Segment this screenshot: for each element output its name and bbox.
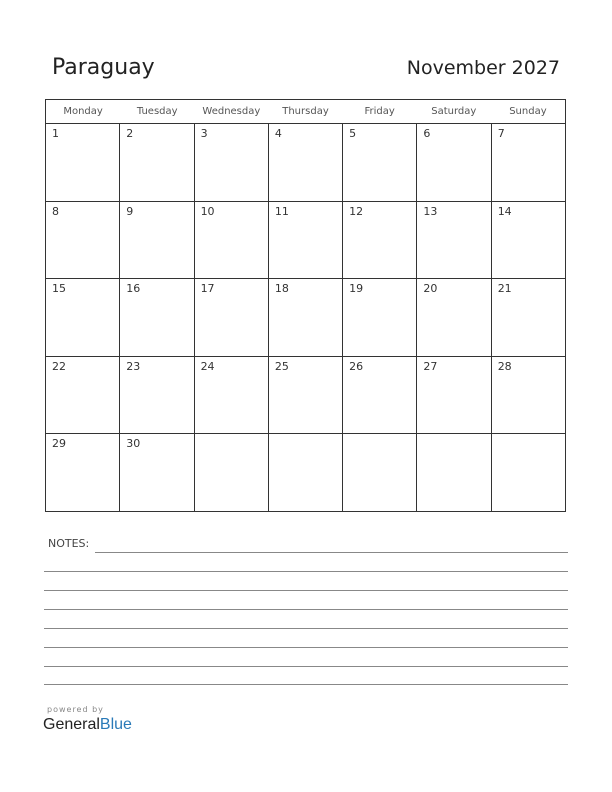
- day-cell: [195, 434, 269, 512]
- day-number: 14: [497, 204, 512, 218]
- day-cell: [120, 202, 194, 279]
- day-cell: [120, 357, 194, 434]
- generalblue-logo[interactable]: [43, 716, 132, 734]
- day-cell: [195, 279, 269, 356]
- note-line: [44, 666, 568, 667]
- day-cell: [343, 357, 417, 434]
- day-number: 28: [497, 359, 512, 373]
- day-cell: [269, 357, 343, 434]
- day-number: 11: [274, 204, 289, 218]
- weekday-header: Wednesday: [202, 106, 261, 117]
- calendar-grid: [45, 99, 566, 512]
- day-number: 9: [126, 204, 134, 218]
- day-number: 10: [200, 204, 215, 218]
- day-cell: [120, 279, 194, 356]
- day-number: 17: [200, 282, 215, 296]
- day-number: 22: [52, 359, 66, 373]
- day-cell: [492, 124, 565, 201]
- powered-by-text: powered by: [47, 705, 104, 714]
- day-number: 26: [349, 359, 364, 373]
- day-cell: [492, 434, 565, 512]
- day-number: 29: [52, 437, 66, 451]
- country-title: Paraguay: [52, 55, 155, 80]
- day-cell: [343, 124, 417, 201]
- weekday-header: Saturday: [431, 106, 477, 117]
- day-number: 25: [274, 359, 289, 373]
- day-cell: [269, 124, 343, 201]
- day-number: 2: [126, 127, 134, 140]
- day-cell: [343, 279, 417, 356]
- day-number: 1: [52, 127, 59, 140]
- day-cell: [343, 202, 417, 279]
- day-cell: [492, 357, 565, 434]
- notes-label: NOTES:: [48, 537, 90, 550]
- day-cell: [417, 357, 491, 434]
- week-row: [46, 279, 565, 357]
- week-row: [46, 357, 565, 435]
- day-cell: [417, 202, 491, 279]
- day-cell: [343, 434, 417, 512]
- day-cell: [269, 279, 343, 356]
- day-number: 27: [423, 359, 438, 373]
- day-cell: [492, 202, 565, 279]
- day-cell: [46, 279, 120, 356]
- day-cell: [269, 202, 343, 279]
- day-number: 8: [52, 204, 59, 218]
- weekday-header: Friday: [364, 106, 395, 117]
- day-number: 19: [349, 282, 364, 296]
- day-cell: [195, 357, 269, 434]
- logo-general-text: General: [43, 716, 100, 733]
- note-line: [44, 590, 568, 591]
- day-cell: [269, 434, 343, 512]
- note-line: [44, 647, 568, 648]
- note-line: [44, 684, 568, 685]
- day-number: 13: [423, 204, 438, 218]
- day-cell: [417, 124, 491, 201]
- logo-blue-text: Blue: [99, 716, 132, 733]
- day-number: 18: [274, 282, 289, 296]
- note-line: [44, 628, 568, 629]
- day-cell: [195, 202, 269, 279]
- day-cell: [46, 357, 120, 434]
- day-cell: [492, 279, 565, 356]
- day-cell: [120, 124, 194, 201]
- week-row: [46, 124, 565, 202]
- day-number: 3: [200, 127, 208, 140]
- day-number: 12: [349, 204, 364, 218]
- weekday-header-row: [46, 100, 565, 124]
- note-line: [95, 552, 568, 553]
- day-number: 24: [200, 359, 215, 373]
- day-cell: [417, 279, 491, 356]
- day-number: 21: [497, 282, 512, 296]
- day-number: 4: [274, 127, 282, 140]
- day-number: 30: [126, 437, 141, 451]
- day-cell: [46, 202, 120, 279]
- day-number: 16: [126, 282, 141, 296]
- day-cell: [46, 434, 120, 512]
- day-number: 5: [349, 127, 357, 140]
- day-cell: [417, 434, 491, 512]
- week-row: [46, 434, 565, 512]
- note-line: [44, 571, 568, 572]
- day-number: 20: [423, 282, 438, 296]
- day-number: 23: [126, 359, 141, 373]
- note-line: [44, 609, 568, 610]
- day-cell: [120, 434, 194, 512]
- weekday-header: Thursday: [282, 106, 329, 117]
- weekday-header: Monday: [63, 106, 103, 117]
- weekday-header: Sunday: [509, 106, 547, 117]
- week-row: [46, 202, 565, 280]
- day-number: 7: [497, 127, 505, 140]
- day-number: 6: [423, 127, 431, 140]
- day-number: 15: [52, 282, 66, 296]
- day-cell: [46, 124, 120, 201]
- month-title: November 2027: [406, 57, 560, 79]
- day-cell: [195, 124, 269, 201]
- weekday-header: Tuesday: [136, 106, 178, 117]
